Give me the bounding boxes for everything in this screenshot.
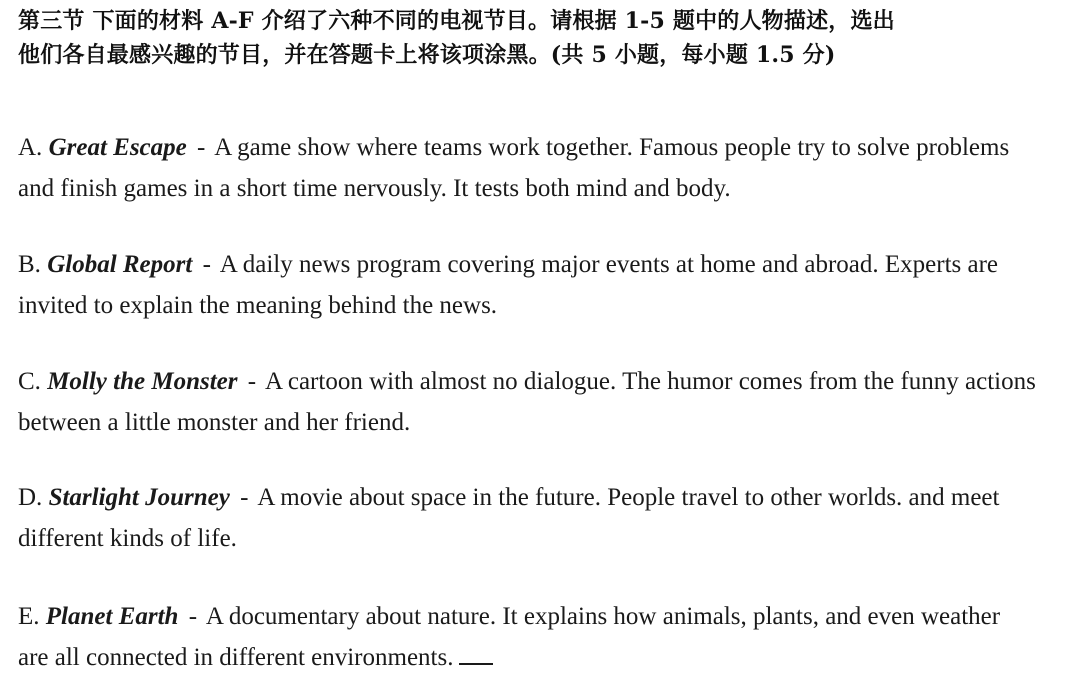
program-e-desc-1: A documentary about nature. It explains how animals, plants, and even weather [205, 603, 1001, 630]
program-b-line-1 [18, 244, 1068, 285]
program-c [18, 361, 1068, 443]
program-e-line-1 [18, 596, 1068, 637]
program-d-desc-2: different kinds of life. [18, 525, 237, 552]
program-c-dash: - [247, 368, 257, 395]
program-a-desc-1: A game show where teams work together. Famous people try to solve problems [214, 134, 1010, 161]
program-b-desc-1: A daily news program covering major events at home and abroad. Experts are [219, 251, 999, 278]
program-e-dash: - [188, 603, 198, 630]
program-e-desc-2: are all connected in different environments. [18, 644, 454, 671]
program-b-desc-2: invited to explain the meaning behind the news. [18, 292, 498, 319]
program-e-line-2 [18, 637, 1068, 678]
program-d-line-1 [18, 477, 1068, 518]
program-e [18, 596, 1068, 678]
program-b-letter: B. [18, 251, 41, 278]
program-a-desc-2: and finish games in a short time nervously. It tests both mind and body. [18, 175, 731, 202]
program-a [18, 127, 1068, 209]
program-b-title: Global Report [47, 251, 193, 278]
program-d-letter: D. [18, 484, 43, 511]
program-c-desc-1: A cartoon with almost no dialogue. The humor comes from the funny actions [264, 368, 1036, 395]
program-a-line-1 [18, 127, 1068, 168]
program-b-dash: - [202, 251, 211, 278]
program-c-desc-2: between a little monster and her friend. [18, 409, 411, 436]
instructions-line-2: 他们各自最感兴趣的节目，并在答题卡上将该项涂黑。(共 5 小题，每小题 1.5 分) [18, 42, 836, 68]
program-a-dash: - [196, 134, 206, 161]
answer-blank-underline [459, 651, 493, 665]
program-c-letter: C. [18, 368, 41, 395]
instructions-line-1: 第三节 下面的材料 A-F 介绍了六种不同的电视节目。请根据 1-5 题中的人物描述，选出 [18, 8, 895, 34]
program-a-letter: A. [18, 134, 43, 161]
program-d-desc-1: A movie about space in the future. People travel to other worlds. and meet [257, 484, 1000, 511]
program-c-title: Molly the Monster [47, 368, 238, 395]
program-e-title: Planet Earth [45, 603, 179, 630]
program-d [18, 477, 1068, 559]
program-a-title: Great Escape [48, 134, 187, 161]
program-b [18, 244, 1068, 326]
program-d-dash: - [240, 484, 249, 511]
program-c-line-1 [18, 361, 1068, 402]
program-e-letter: E. [18, 603, 40, 630]
program-d-title: Starlight Journey [48, 484, 230, 511]
section-instructions [18, 4, 1068, 72]
